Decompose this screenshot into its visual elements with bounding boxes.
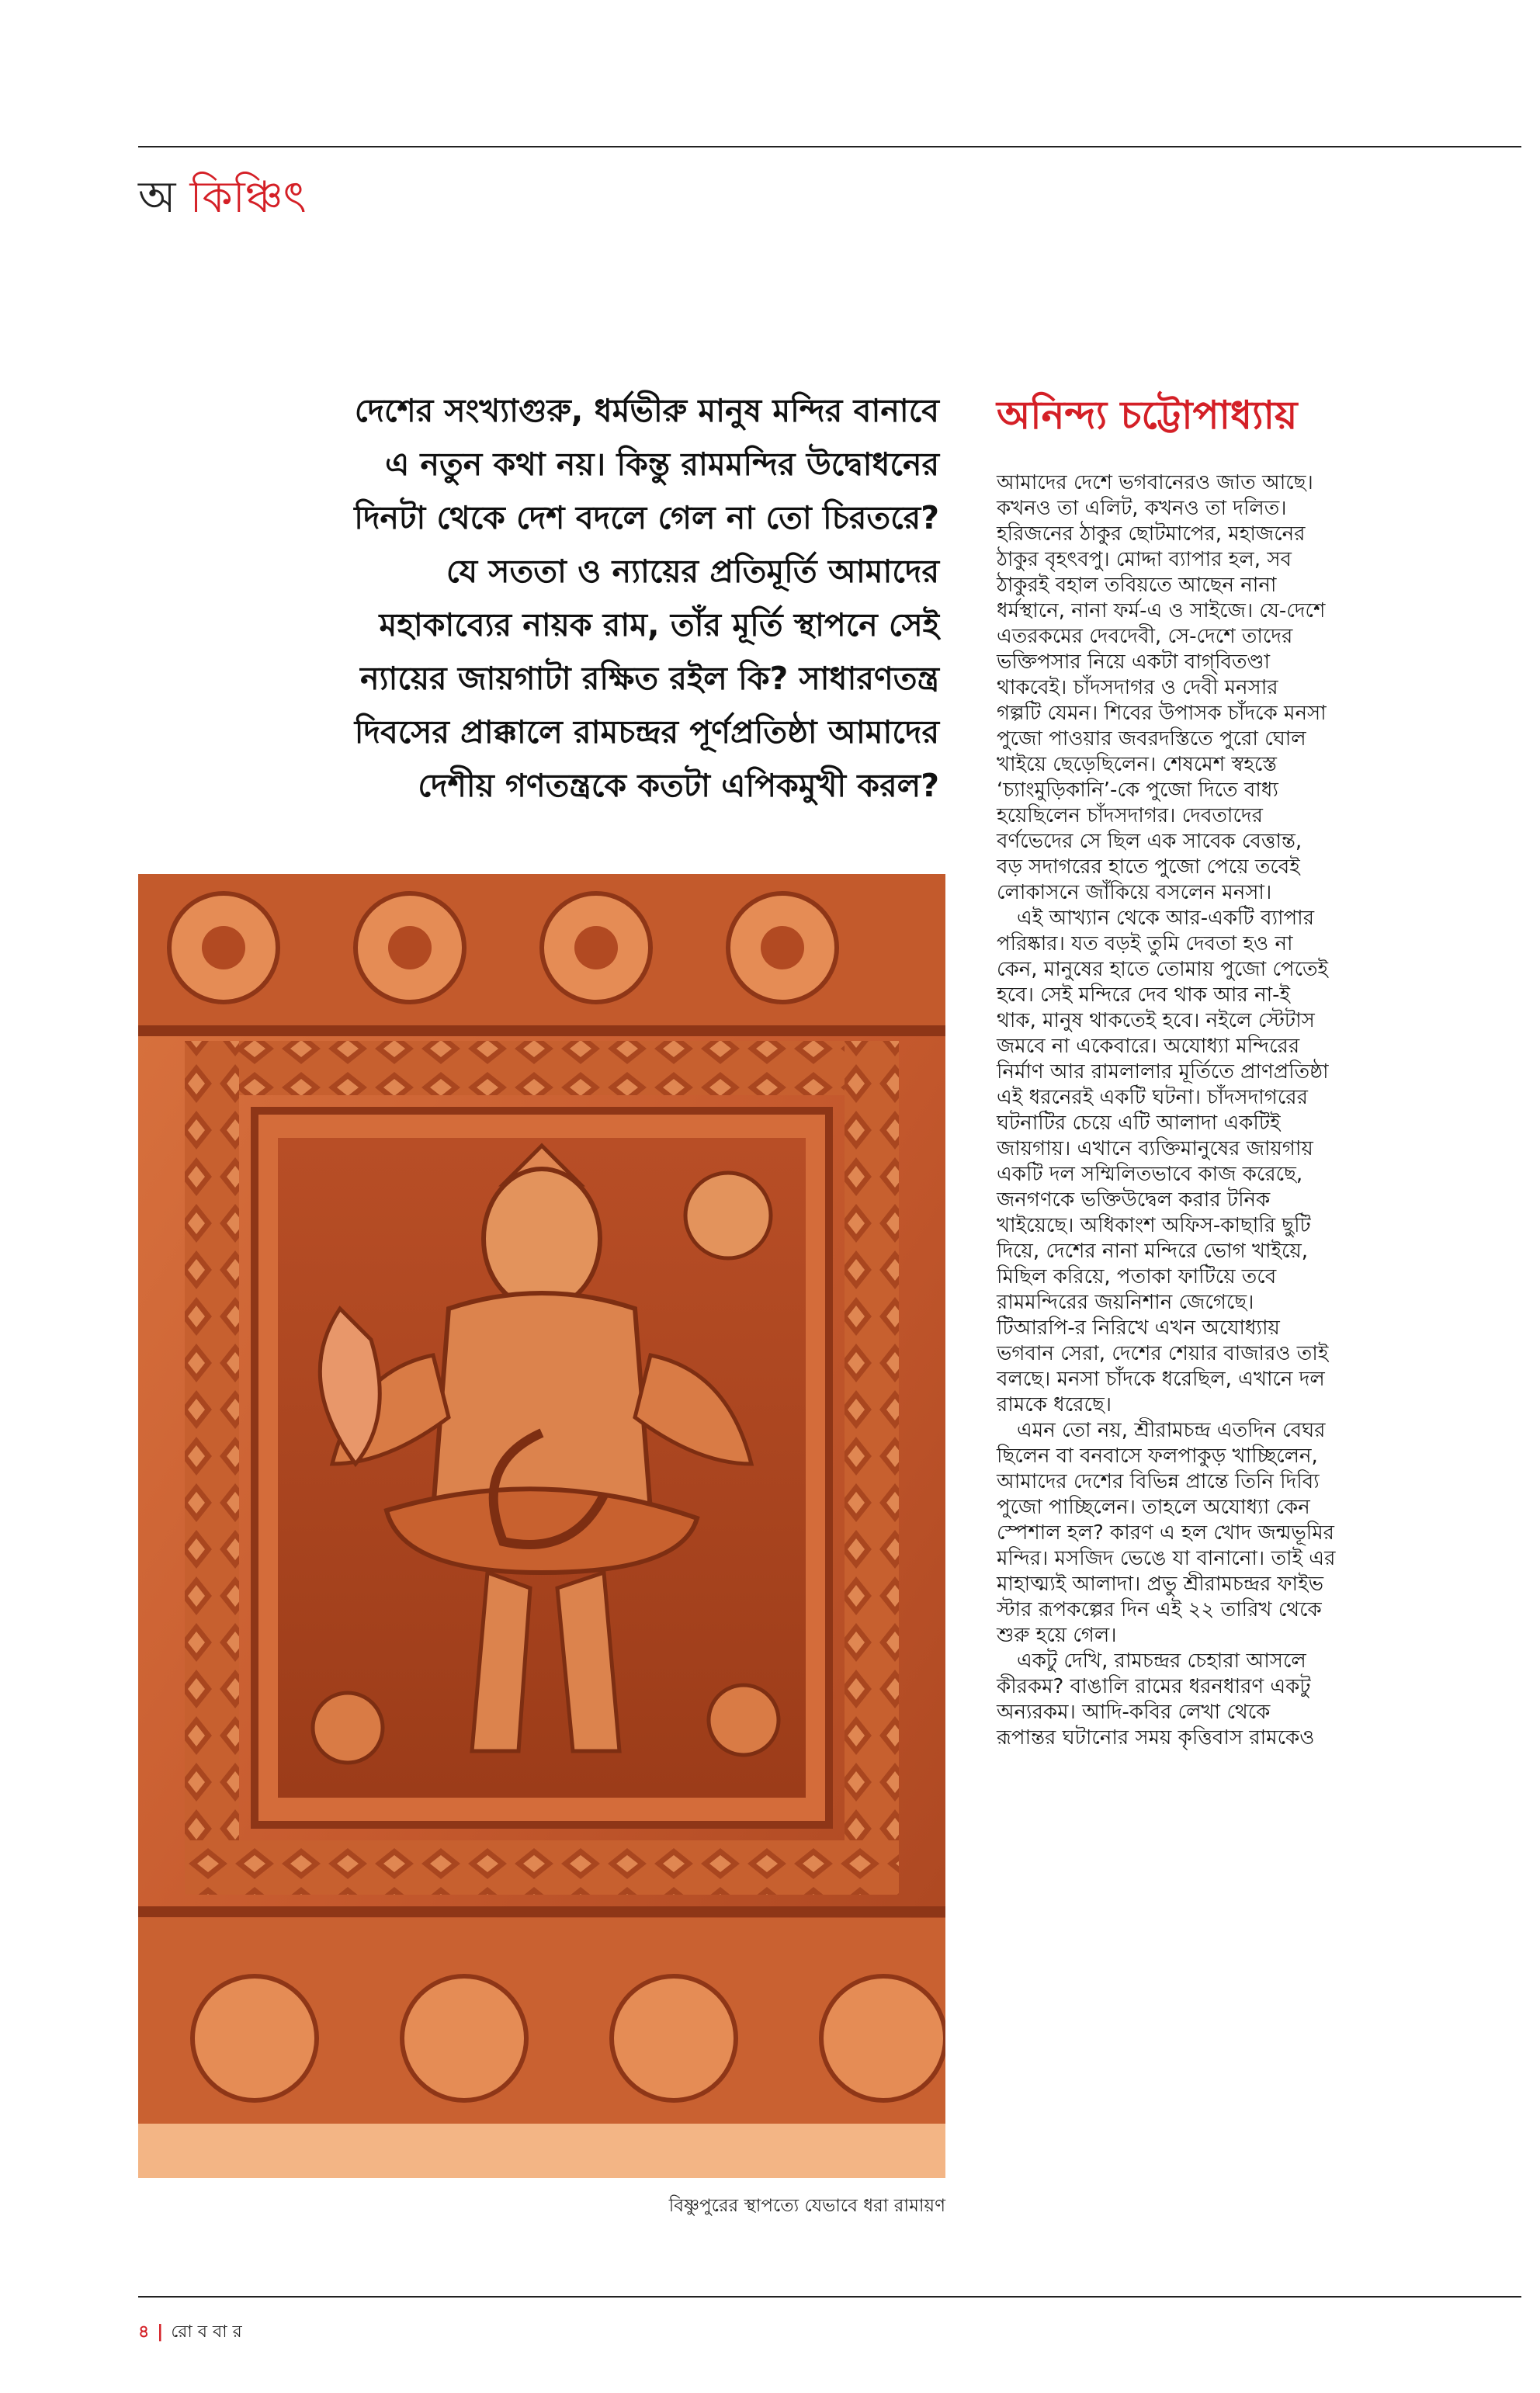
standfirst-line: দেশের সংখ্যাগুরু, ধর্মভীরু মানুষ মন্দির বানাবে (354, 392, 939, 429)
body-line: রামকে ধরেছে। (997, 1393, 1112, 1417)
body-line: এই আখ্যান থেকে আর-একটি ব্যাপার (1017, 907, 1315, 930)
body-line: লোকাসনে জাঁকিয়ে বসলেন মনসা। (997, 881, 1272, 904)
body-line: টিআরপি-র নিরিখে এখন অযোধ্যায় (997, 1316, 1280, 1340)
standfirst-line: মহাকাব্যের নায়ক রাম, তাঁর মূর্তি স্থাপনে সেই (379, 606, 939, 643)
folio-divider: | (157, 2322, 164, 2342)
header-rule (138, 146, 1521, 147)
section-header (138, 171, 307, 225)
body-line: জায়গায়। এখানে ব্যক্তিমানুষের জায়গায় (997, 1137, 1313, 1160)
body-line: ছিলেন বা বনবাসে ফলপাকুড় খাচ্ছিলেন, (997, 1444, 1318, 1468)
page-folio (138, 2321, 242, 2344)
standfirst-line: ন্যায়ের জায়গাটা রক্ষিত রইল কি? সাধারণতন্ত্র (360, 660, 939, 697)
body-line: হরিজনের ঠাকুর ছোটমাপের, মহাজনের (997, 522, 1306, 546)
article-body (997, 470, 1439, 1751)
body-line: বড় সদাগরের হাতে পুজো পেয়ে তবেই (997, 855, 1300, 879)
body-line: মাহাত্ম্যই আলাদা। প্রভু শ্রীরামচন্দ্রর ফাইভ (997, 1573, 1323, 1596)
body-line: রামমন্দিরের জয়নিশান জেগেছে। (997, 1291, 1254, 1314)
body-line: হয়েছিলেন চাঁদসদাগর। দেবতাদের (997, 804, 1263, 827)
section-prefix: অ (138, 172, 176, 223)
standfirst-line: এ নতুন কথা নয়। কিন্তু রামমন্দির উদ্বোধনের (385, 446, 939, 483)
standfirst-line: দিনটা থেকে দেশ বদলে গেল না তো চিরতরে? (354, 499, 939, 536)
page-number: ৪ (138, 2322, 150, 2342)
body-line: ঘটনাটির চেয়ে এটি আলাদা একটিই (997, 1112, 1281, 1135)
body-line: পুজো পাওয়ার জবরদস্তিতে পুরো ঘোল (997, 727, 1306, 751)
standfirst (217, 384, 939, 813)
standfirst-line: দিবসের প্রাক্কালে রামচন্দ্রর পূর্ণপ্রতিষ্ঠা আমাদের (354, 713, 939, 751)
paragraph (997, 1649, 1439, 1751)
body-line: নির্মাণ আর রামলালার মূর্তিতে প্রাণপ্রতিষ্ঠা (997, 1060, 1329, 1084)
body-line: রূপান্তর ঘটানোর সময় কৃত্তিবাস রামকেও (997, 1726, 1315, 1750)
body-line: খাইয়েছে। অধিকাংশ অফিস-কাছারি ছুটি (997, 1214, 1311, 1237)
body-line: খাইয়ে ছেড়েছিলেন। শেষমেশ স্বহস্তে (997, 753, 1278, 776)
body-line: ঠাকুরই বহাল তবিয়তে আছেন নানা (997, 574, 1277, 597)
body-line: একটি দল সম্মিলিতভাবে কাজ করেছে, (997, 1163, 1303, 1186)
body-line: হবে। সেই মন্দিরে দেব থাক আর না-ই (997, 983, 1291, 1007)
body-line: একটু দেখি, রামচন্দ্রর চেহারা আসলে (1017, 1649, 1306, 1673)
body-line: স্টার রূপকল্পের দিন এই ২২ তারিখ থেকে (997, 1598, 1322, 1621)
body-line: ভক্তিপসার নিয়ে একটা বাগ্‌বিতণ্ডা (997, 650, 1271, 674)
body-line: আমাদের দেশে ভগবানেরও জাত আছে। (997, 471, 1313, 494)
body-line: মন্দির। মসজিদ ভেঙে যা বানানো। তাই এর (997, 1547, 1336, 1570)
body-line: ধর্মস্থানে, নানা ফর্ম-এ ও সাইজে। যে-দেশে (997, 599, 1326, 623)
body-line: স্পেশাল হল? কারণ এ হল খোদ জন্মভূমির (997, 1521, 1334, 1545)
body-line: থাকবেই। চাঁদসদাগর ও দেবী মনসার (997, 676, 1278, 699)
paragraph (997, 1418, 1439, 1649)
author-byline: অনিন্দ্য চট্টোপাধ্যায় (997, 393, 1298, 438)
body-line: এই ধরনেরই একটি ঘটনা। চাঁদসদাগরের (997, 1086, 1308, 1109)
body-line: গল্পটি যেমন। শিবের উপাসক চাঁদকে মনসা (997, 702, 1327, 725)
publication-name: রো ব বা র (171, 2322, 242, 2342)
body-line: দিয়ে, দেশের নানা মন্দিরে ভোগ খাইয়ে, (997, 1240, 1309, 1263)
body-line: থাক, মানুষ থাকতেই হবে। নইলে স্টেটাস (997, 1009, 1315, 1032)
body-line: কেন, মানুষের হাতে তোমায় পুজো পেতেই (997, 958, 1329, 981)
body-line: ঠাকুর বৃহৎবপু। মোদ্দা ব্যাপার হল, সব (997, 548, 1292, 571)
section-title: কিঞ্চিৎ (189, 172, 307, 223)
standfirst-line: দেশীয় গণতন্ত্রকে কতটা এপিকমুখী করল? (418, 767, 939, 804)
photo-caption: বিষ্ণুপুরের স্থাপত্যে যেভাবে ধরা রামায়ণ (668, 2196, 945, 2216)
body-line: আমাদের দেশের বিভিন্ন প্রান্তে তিনি দিব্যি (997, 1470, 1320, 1493)
body-line: কীরকম? বাঙালি রামের ধরনধারণ একটু (997, 1675, 1311, 1698)
body-line: বর্ণভেদের সে ছিল এক সাবেক বেত্তান্ত, (997, 830, 1302, 853)
paragraph (997, 470, 1439, 906)
body-line: বলছে। মনসা চাঁদকে ধরেছিল, এখানে দল (997, 1368, 1325, 1391)
body-line: জমবে না একেবারে। অযোধ্যা মন্দিরের (997, 1035, 1300, 1058)
body-line: মিছিল করিয়ে, পতাকা ফাটিয়ে তবে (997, 1265, 1277, 1288)
body-line: পরিষ্কার। যত বড়ই তুমি দেবতা হও না (997, 932, 1293, 955)
body-line: কখনও তা এলিট, কখনও তা দলিত। (997, 497, 1287, 520)
body-line: এমন তো নয়, শ্রীরামচন্দ্র এতদিন বেঘর (1017, 1419, 1326, 1442)
standfirst-line: যে সততা ও ন্যায়ের প্রতিমূর্তি আমাদের (446, 553, 939, 590)
body-line: ‘চ্যাংমুড়িকানি’-কে পুজো দিতে বাধ্য (997, 779, 1278, 802)
body-line: পুজো পাচ্ছিলেন। তাহলে অযোধ্যা কেন (997, 1496, 1310, 1519)
body-line: এতরকমের দেবদেবী, সে-দেশে তাদের (997, 625, 1293, 648)
paragraph (997, 906, 1439, 1418)
body-line: জনগণকে ভক্তিউদ্বেল করার টনিক (997, 1188, 1271, 1212)
terracotta-relief-photo (138, 874, 945, 2178)
body-line: অন্যরকম। আদি-কবির লেখা থেকে (997, 1701, 1271, 1724)
body-line: শুরু হয়ে গেল। (997, 1624, 1117, 1647)
body-line: ভগবান সেরা, দেশের শেয়ার বাজারও তাই (997, 1342, 1329, 1365)
footer-rule (138, 2296, 1521, 2298)
